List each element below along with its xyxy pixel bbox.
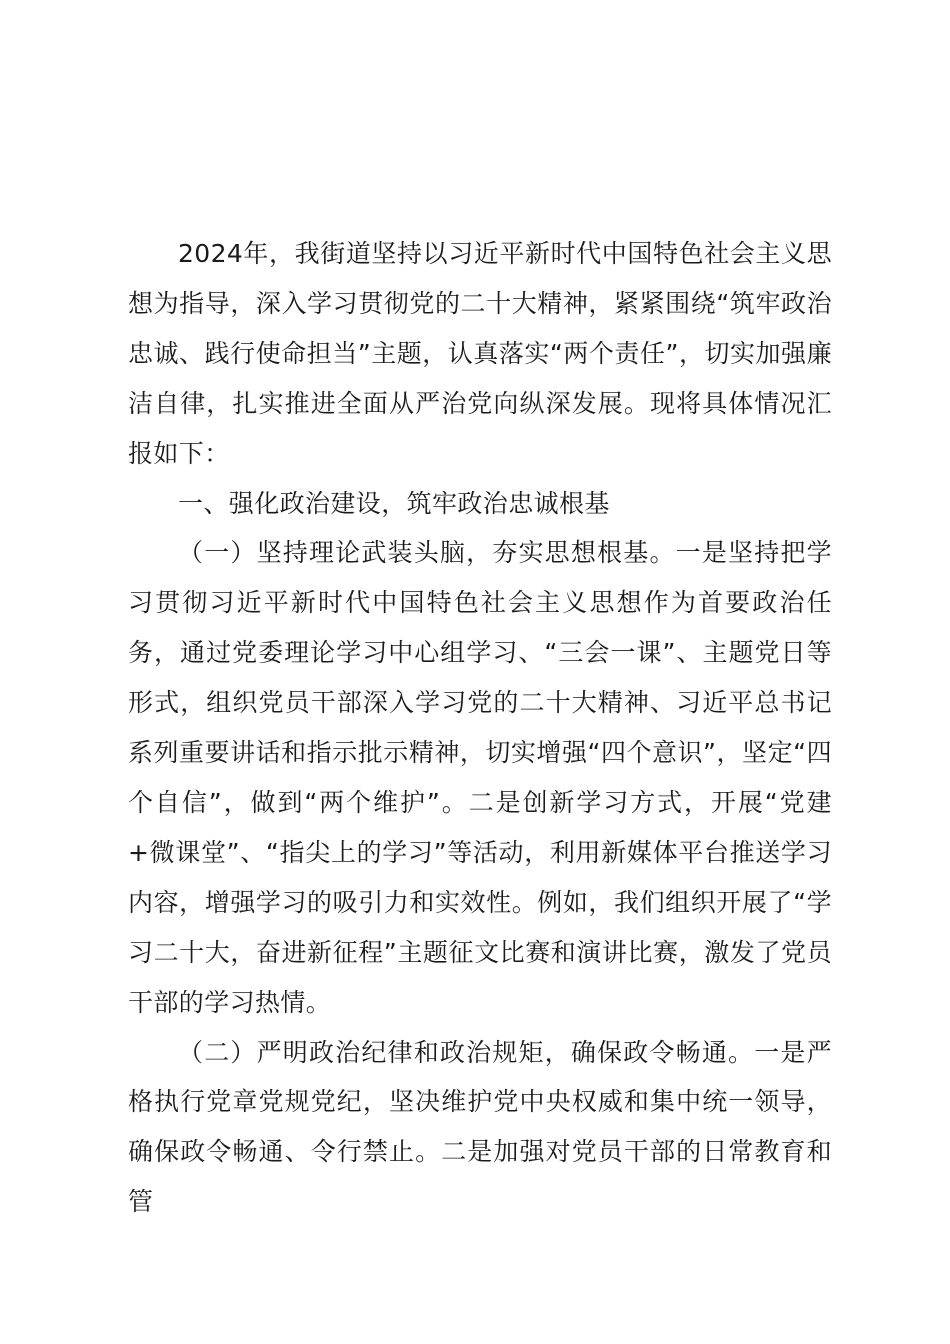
subsection-paragraph-1: （一）坚持理论武装头脑，夯实思想根基。一是坚持把学习贯彻习近平新时代中国特色社会主义思想作为首要政治任务，通过党委理论学习中心组学习、“三会一课”、主题党日等形式，组织党员干部深入学习党的二十大精神、习近平总书记系列重要讲话和指示批示精神，切实增强“四个意识”，坚定“四个自信”，做到“两个维护”。二是创新学习方式，开展“党建+微课堂”、“指尖上的学习”等活动，利用新媒体平台推送学习内容，增强学习的吸引力和实效性。例如，我们组织开展了“学习二十大，奋进新征程”主题征文比赛和演讲比赛，激发了党员干部的学习热情。 [128,538,832,1017]
intro-paragraph: 2024年，我街道坚持以习近平新时代中国特色社会主义思想为指导，深入学习贯彻党的二十大精神，紧紧围绕“筑牢政治忠诚、践行使命担当”主题，认真落实“两个责任”，切实加强廉洁自律，扎实推进全面从严治党向纵深发展。现将具体情况汇报如下： [128,239,832,468]
document-body [128,229,832,1227]
section-heading: 一、强化政治建设，筑牢政治忠诚根基 [178,488,610,518]
subsection-paragraph-2: （二）严明政治纪律和政治规矩，确保政令畅通。一是严格执行党章党规党纪，坚决维护党中央权威和集中统一领导，确保政令畅通、令行禁止。二是加强对党员干部的日常教育和管 [128,1037,832,1217]
